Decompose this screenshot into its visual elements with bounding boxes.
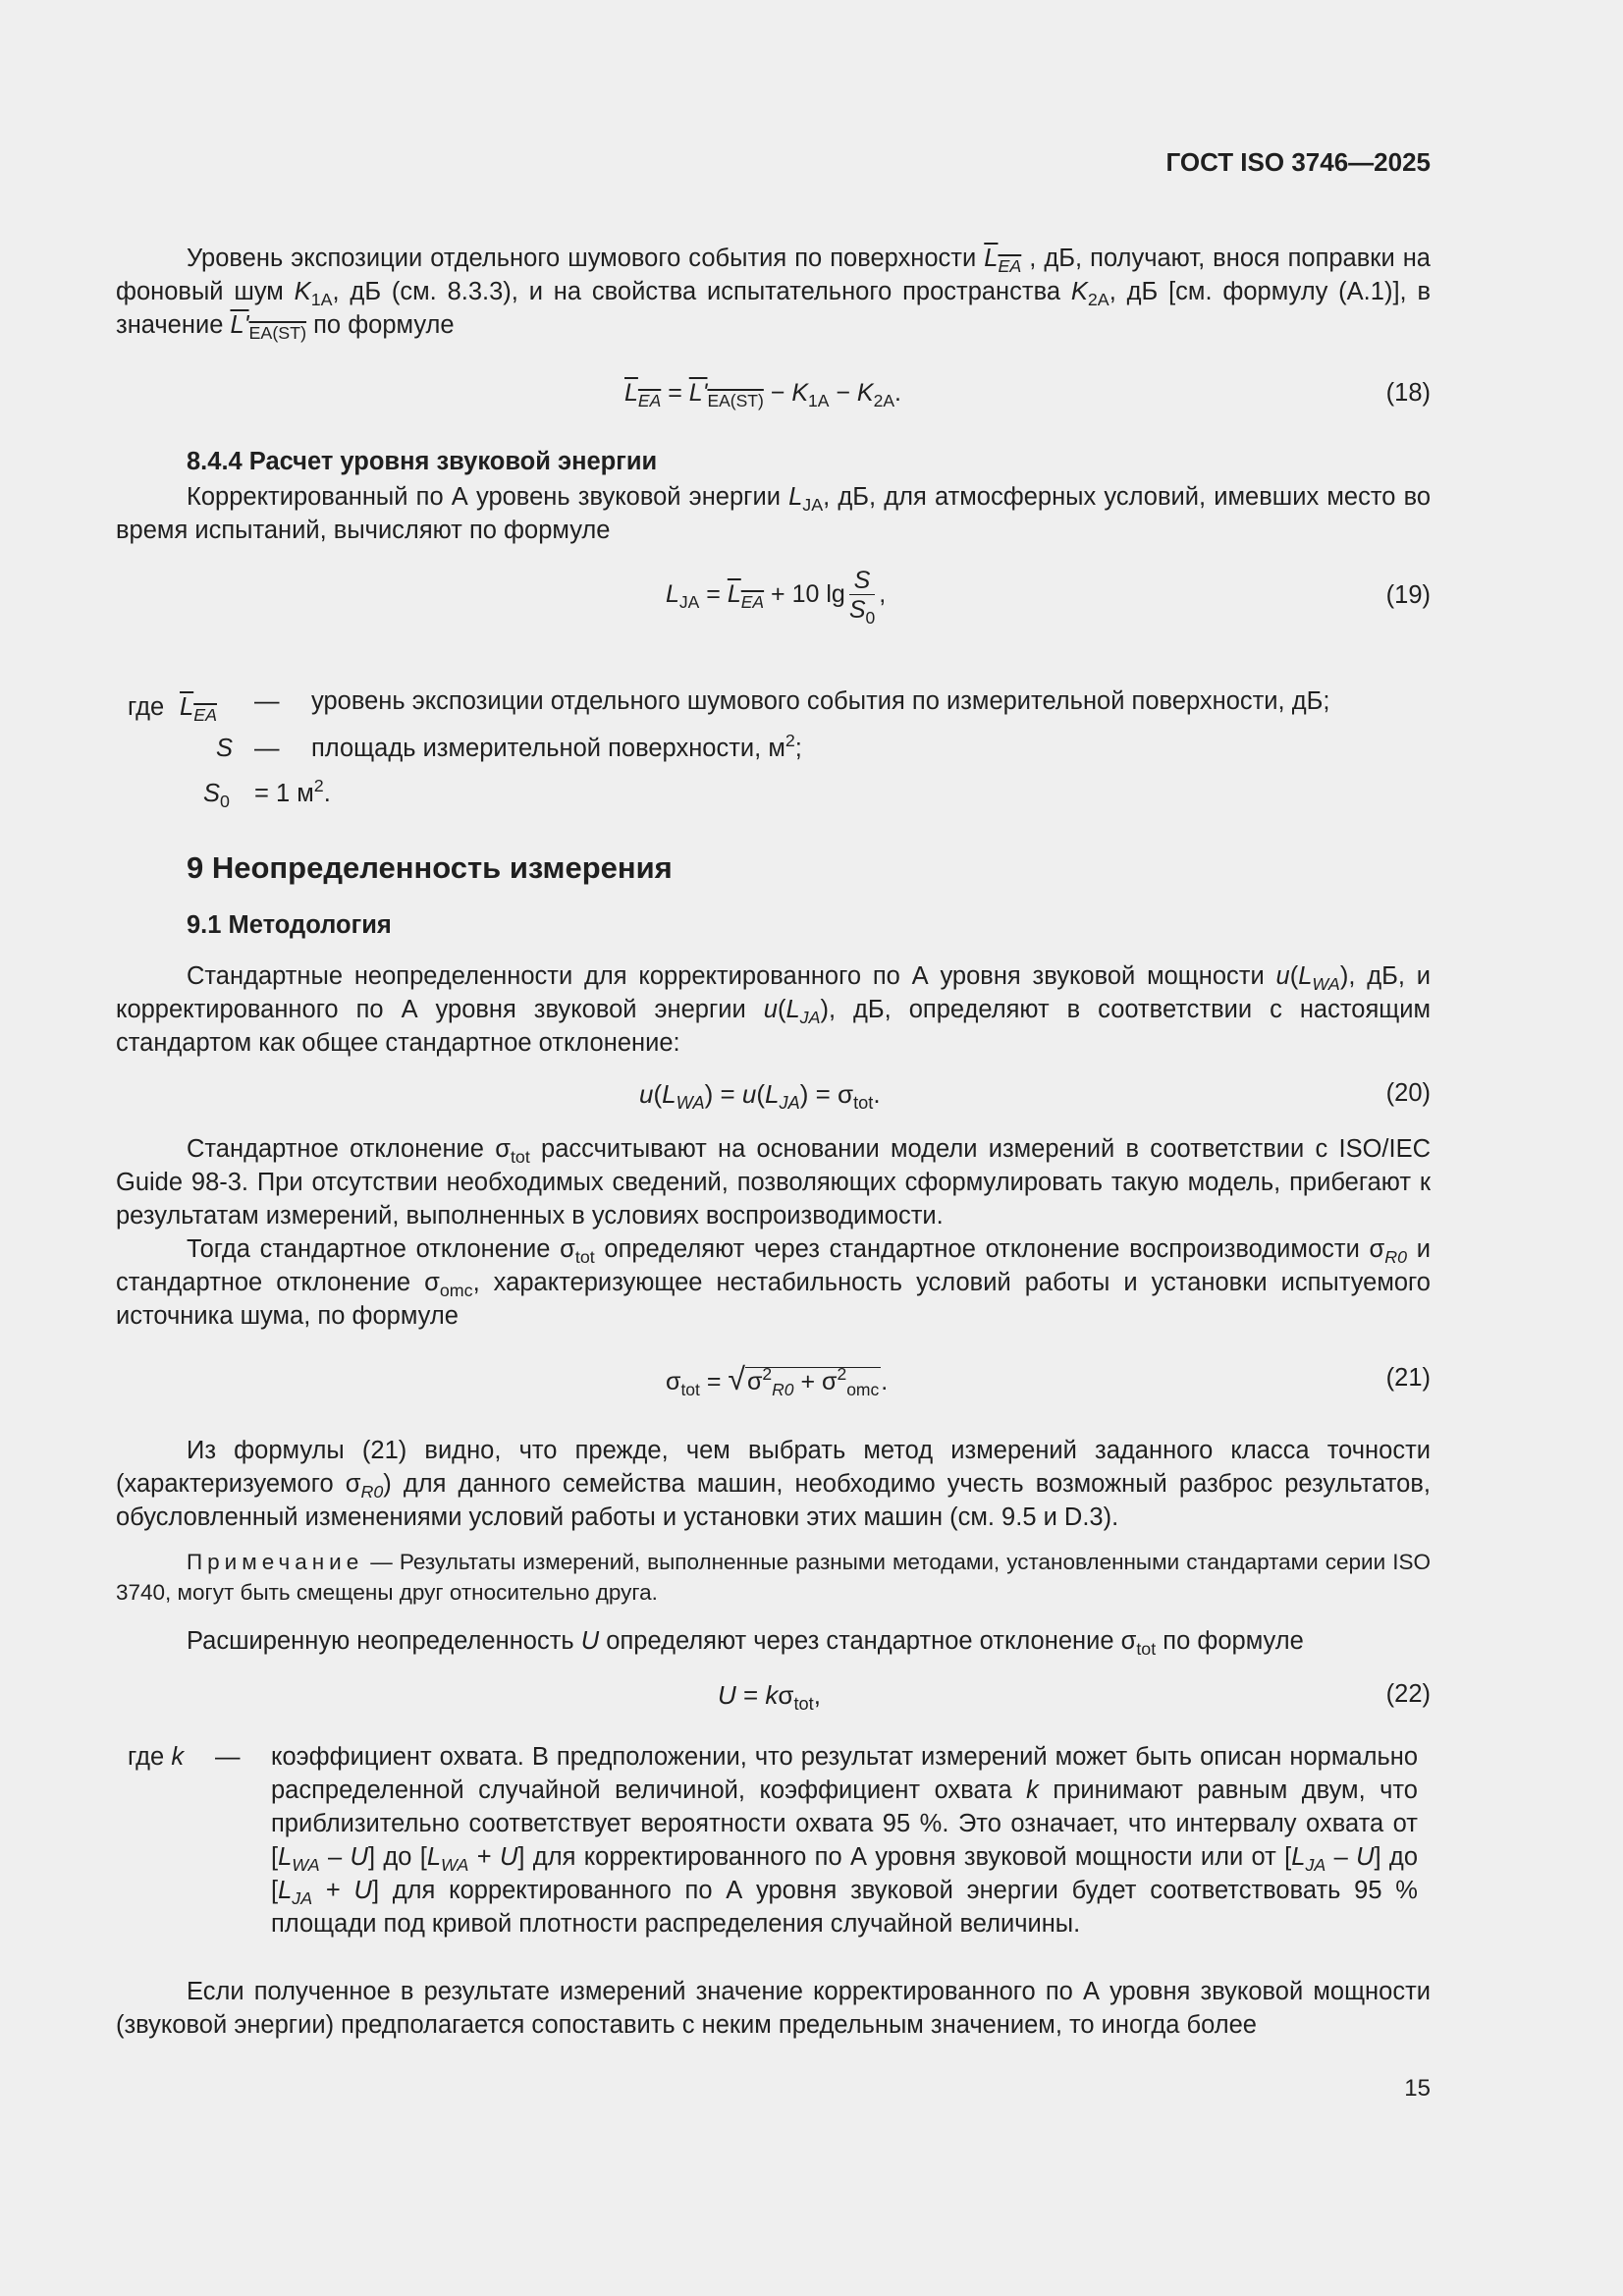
paragraph-formula-21-consequence: Из формулы (21) видно, что прежде, чем выбрать метод измерений заданного класса точности (характеризуемого $\sigma_{R0}$) для данного семейства машин, необходимо учесть возможный разброс результатов, обусловленный изменениями условий работы и установки этих машин (см. 9.5 и D.3). — [116, 1437, 1431, 1531]
def-text-s0: = 1 $м^2$. — [254, 776, 331, 807]
formula-21: $\sigma_{tot} = √\sigma^2_{R0} + \sigma^2_{omc}$. — [666, 1361, 889, 1399]
paragraph-limit-comparison: Если полученное в результате измерений значение корректированного по А уровня звуковой мощности (звуковой энергии) предполагается сопоставить с неким предельным значением, то иногда более — [116, 1978, 1431, 2039]
formula-19: $L_{JA} = L_{EA} + 10$ lg $\frac{S}{S_0}$ , — [666, 567, 887, 628]
paragraph-sigma-tot: Стандартное отклонение $\sigma_{tot}$ рассчитывают на основании модели измерений в соответствии с ISO/IEC Guide 98-3. При отсутствии необходимых сведений, позволяющих сформулировать такую модель, прибегают к результатам измерений, выполненных в условиях воспроизводимости. — [116, 1135, 1432, 1230]
def-text-s: площадь измерительной поверхности, $м^2$; — [311, 731, 802, 762]
section-heading-9-1: 9.1 Методология — [187, 911, 392, 939]
formula-number-20: (20) — [1385, 1079, 1431, 1107]
def-text-k: коэффициент охвата. В предположении, что результат измерений может быть описан нормально распределенной случайной величиной, коэффициент охвата k принимают равным двум, что приблизительно соответствует вероятности охвата 95 %. Это означает, что интервалу охвата от $[L_{WA} - U]$ до $[L_{WA} + U]$ для корректированного по А уровня звуковой мощности или от $[L_{JA} - U]$ до $[L_{JA} + U]$ для корректированного по А уровня звуковой энергии будет соответствовать 95 % площади под кривой плотности распределения случайной величины. — [271, 1743, 1418, 1938]
def-symbol-s: S — [216, 735, 234, 762]
note-label: Примечание — [187, 1550, 364, 1574]
def-dash: — — [215, 1743, 241, 1771]
def-dash: — — [254, 735, 280, 762]
formula-number-19: (19) — [1385, 581, 1431, 609]
paragraph-reproducibility: Тогда стандартное отклонение $\sigma_{tot}$ определяют через стандартное отклонение воспроизводимости $\sigma_{R0}$ и стандартное отклонение $\sigma_{omc}$, характеризующее нестабильность условий работы и установки испытуемого источника шума, по формуле — [116, 1235, 1431, 1330]
formula-number-21: (21) — [1385, 1364, 1431, 1392]
def-dash: — — [254, 687, 280, 715]
note-block: Примечание — Результаты измерений, выполненные разными методами, установленными стандартами серии ISO 3740, могут быть смещены друг относительно друга. — [116, 1550, 1431, 1605]
formula-20: $u(L_{WA}) = u(L_{JA}) = \sigma_{tot}$. — [639, 1079, 881, 1113]
def-symbol-s0: $S_0$ — [203, 780, 230, 811]
var-l-ea: $L_{EA}$ — [984, 245, 1022, 276]
paragraph-exposure-level: Уровень экспозиции отдельного шумового события по поверхности $L_{EA}$ , дБ, получают, внося поправки на фоновый шум $K_{1A}$, дБ (см. 8.3.3), и на свойства испытательного пространства $K_{2A}$, дБ [см. формулу (А.1)], в значение $L'_{EA(ST)}$ по формуле — [116, 245, 1431, 343]
paragraph-sound-energy: Корректированный по А уровень звуковой энергии $L_{JA}$, дБ, для атмосферных условий, имевших место во время испытаний, вычисляют по формуле — [116, 483, 1432, 544]
paragraph-standard-uncertainties: Стандартные неопределенности для корректированного по А уровня звуковой мощности $u(L_{WA})$, дБ, и корректированного по А уровня звуковой энергии $u(L_{JA})$, дБ, определяют в соответствии с настоящим стандартом как общее стандартное отклонение: — [116, 962, 1432, 1057]
document-id-header: ГОСТ ISO 3746—2025 — [1165, 147, 1431, 177]
where-label: где — [128, 693, 165, 721]
def-symbol-l-ea: $L_{EA}$ — [180, 693, 217, 725]
formula-18: $L_{EA} = L'_{EA(ST)} - K_{1A} - K_{2A}$. — [624, 379, 901, 410]
formula-number-18: (18) — [1385, 379, 1431, 407]
formula-number-22: (22) — [1385, 1680, 1431, 1708]
formula-22: $U = k\sigma_{tot}$, — [718, 1680, 821, 1714]
where-label: где k — [128, 1743, 185, 1771]
var-l-ea-st: $L'_{EA(ST)}$ — [230, 311, 307, 343]
page-number: 15 — [1404, 2075, 1431, 2102]
section-heading-9: 9 Неопределенность измерения — [187, 850, 673, 885]
paragraph-expanded-uncertainty: Расширенную неопределенность U определяют через стандартное отклонение $\sigma_{tot}$ по формуле — [187, 1627, 1304, 1659]
section-heading-8-4-4: 8.4.4 Расчет уровня звуковой энергии — [187, 448, 658, 475]
def-text-l-ea: уровень экспозиции отдельного шумового события по измерительной поверхности, дБ; — [311, 687, 1330, 715]
